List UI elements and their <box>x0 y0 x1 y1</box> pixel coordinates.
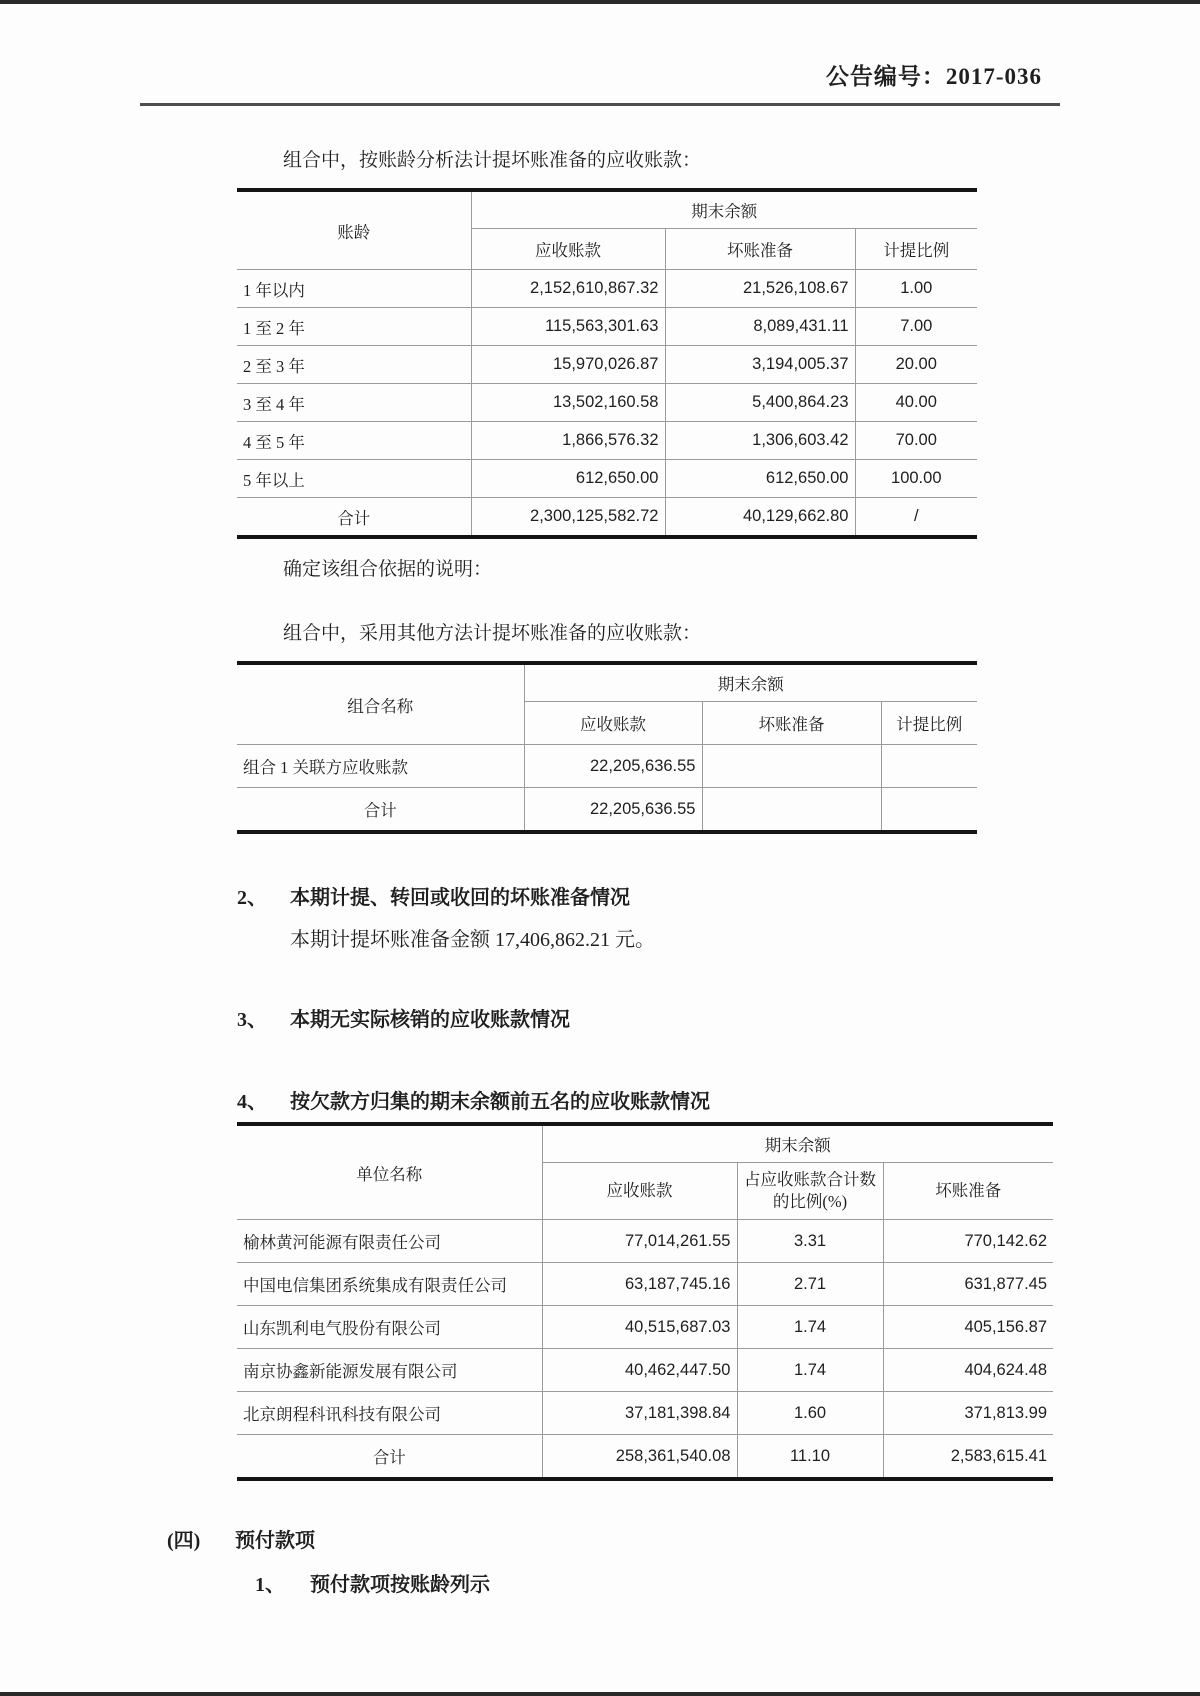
receivable-value: 15,970,026.87 <box>471 346 665 384</box>
receivable-col-header: 应收账款 <box>542 1163 737 1220</box>
section-prepayments-number: (四) <box>167 1530 201 1552</box>
aging-label: 5 年以上 <box>237 460 471 498</box>
ratio-value: 40.00 <box>855 384 977 422</box>
ratio-value: 1.00 <box>855 270 977 308</box>
receivable-value: 115,563,301.63 <box>471 308 665 346</box>
period-end-balance-header: 期末余额 <box>471 190 977 229</box>
pct-value: 1.74 <box>737 1306 883 1349</box>
provision-value: 631,877.45 <box>883 1263 1053 1306</box>
basis-note-paragraph: 确定该组合依据的说明： <box>283 559 493 580</box>
aging-label: 1 至 2 年 <box>237 308 471 346</box>
total-label: 合计 <box>237 788 524 833</box>
pct-col-header: 占应收账款合计数的比例(%) <box>737 1163 883 1220</box>
header-rule <box>140 103 1060 106</box>
aging-analysis-table <box>237 188 977 539</box>
aging-label: 2 至 3 年 <box>237 346 471 384</box>
receivable-value: 22,205,636.55 <box>524 745 702 788</box>
provision-value: 1,306,603.42 <box>665 422 855 460</box>
receivable-value: 37,181,398.84 <box>542 1392 737 1435</box>
ratio-value: 7.00 <box>855 308 977 346</box>
table-row <box>237 1263 1053 1306</box>
period-end-balance-header: 期末余额 <box>524 663 977 702</box>
provision-value: 8,089,431.11 <box>665 308 855 346</box>
ratio-value: 70.00 <box>855 422 977 460</box>
table-row <box>237 1392 1053 1435</box>
receivable-value: 77,014,261.55 <box>542 1220 737 1263</box>
aging-col-header: 账龄 <box>237 190 471 270</box>
provision-total <box>702 788 881 833</box>
pct-value: 2.71 <box>737 1263 883 1306</box>
entity-name: 中国电信集团系统集成有限责任公司 <box>237 1263 542 1306</box>
provision-value: 612,650.00 <box>665 460 855 498</box>
provision-col-header: 坏账准备 <box>665 229 855 270</box>
total-label: 合计 <box>237 498 471 538</box>
provision-value: 5,400,864.23 <box>665 384 855 422</box>
table-row <box>237 308 977 346</box>
other-method-table <box>237 661 977 834</box>
table-row <box>237 384 977 422</box>
ratio-total: / <box>913 507 919 525</box>
table-header-row <box>237 1124 1053 1163</box>
provision-value: 21,526,108.67 <box>665 270 855 308</box>
ratio-value: 20.00 <box>855 346 977 384</box>
other-method-intro-paragraph: 组合中，采用其他方法计提坏账准备的应收账款： <box>283 623 702 644</box>
entity-name: 榆林黄河能源有限责任公司 <box>237 1220 542 1263</box>
ratio-total <box>881 788 977 833</box>
provision-value <box>702 745 881 788</box>
total-row <box>237 788 977 833</box>
total-row <box>237 498 977 538</box>
table-row <box>237 1349 1053 1392</box>
table-row <box>237 270 977 308</box>
table-row <box>237 745 977 788</box>
provision-col-header: 坏账准备 <box>883 1163 1053 1220</box>
section-4-title: 按欠款方归集的期末余额前五名的应收账款情况 <box>290 1091 710 1113</box>
section-prepayments-sub-title: 预付款项按账龄列示 <box>310 1574 490 1596</box>
ratio-value: 100.00 <box>855 460 977 498</box>
pct-value: 3.31 <box>737 1220 883 1263</box>
receivable-total: 22,205,636.55 <box>524 788 702 833</box>
table-row <box>237 460 977 498</box>
pct-value: 1.74 <box>737 1349 883 1392</box>
section-3-heading <box>237 1006 1200 1034</box>
entity-name: 北京朗程科讯科技有限公司 <box>237 1392 542 1435</box>
page-edge-bottom <box>0 1692 1200 1696</box>
provision-total: 40,129,662.80 <box>665 498 855 538</box>
entity-col-header: 单位名称 <box>237 1124 542 1220</box>
receivable-value: 612,650.00 <box>471 460 665 498</box>
period-end-balance-header: 期末余额 <box>542 1124 1053 1163</box>
section-prepayments-sub-number: 1、 <box>255 1574 285 1596</box>
ratio-col-header: 计提比例 <box>881 702 977 745</box>
aging-label: 4 至 5 年 <box>237 422 471 460</box>
section-3-title: 本期无实际核销的应收账款情况 <box>290 1009 570 1031</box>
aging-label: 1 年以内 <box>237 270 471 308</box>
provision-value: 404,624.48 <box>883 1349 1053 1392</box>
section-4-number: 4、 <box>237 1091 267 1113</box>
receivable-total: 258,361,540.08 <box>542 1435 737 1480</box>
portfolio-col-header: 组合名称 <box>237 663 524 745</box>
provision-value: 770,142.62 <box>883 1220 1053 1263</box>
receivable-value: 1,866,576.32 <box>471 422 665 460</box>
pct-total: 11.10 <box>737 1435 883 1480</box>
section-3-number: 3、 <box>237 1009 267 1031</box>
provision-value: 371,813.99 <box>883 1392 1053 1435</box>
section-4-heading <box>237 1088 1200 1116</box>
aging-label: 3 至 4 年 <box>237 384 471 422</box>
entity-name: 南京协鑫新能源发展有限公司 <box>237 1349 542 1392</box>
pct-value: 1.60 <box>737 1392 883 1435</box>
top5-debtors-table <box>237 1122 1053 1481</box>
provision-col-header: 坏账准备 <box>702 702 881 745</box>
section-2-title: 本期计提、转回或收回的坏账准备情况 <box>290 887 630 909</box>
total-row <box>237 1435 1053 1480</box>
table-row <box>237 1306 1053 1349</box>
section-prepayments-heading <box>167 1527 1200 1555</box>
section-2-heading <box>237 884 1200 912</box>
provision-value: 405,156.87 <box>883 1306 1053 1349</box>
aging-intro-paragraph: 组合中，按账龄分析法计提坏账准备的应收账款： <box>283 150 702 171</box>
ratio-value <box>881 745 977 788</box>
receivable-col-header: 应收账款 <box>524 702 702 745</box>
table-row <box>237 422 977 460</box>
section-prepayments-sub-heading <box>255 1571 1200 1599</box>
provision-value: 3,194,005.37 <box>665 346 855 384</box>
section-2-body: 本期计提坏账准备金额 17,406,862.21 元。 <box>290 929 655 951</box>
page-edge-top <box>0 0 1200 4</box>
receivable-value: 13,502,160.58 <box>471 384 665 422</box>
receivable-value: 2,152,610,867.32 <box>471 270 665 308</box>
table-row <box>237 346 977 384</box>
announcement-number: 公告编号：2017-036 <box>825 64 1042 89</box>
receivable-value: 63,187,745.16 <box>542 1263 737 1306</box>
total-label: 合计 <box>237 1435 542 1480</box>
portfolio-label: 组合 1 关联方应收账款 <box>237 745 524 788</box>
receivable-value: 40,515,687.03 <box>542 1306 737 1349</box>
table-header-row <box>237 663 977 702</box>
receivable-col-header: 应收账款 <box>471 229 665 270</box>
section-prepayments-title: 预付款项 <box>235 1530 315 1552</box>
table-header-row <box>237 190 977 229</box>
ratio-col-header: 计提比例 <box>855 229 977 270</box>
section-2-number: 2、 <box>237 887 267 909</box>
entity-name: 山东凯利电气股份有限公司 <box>237 1306 542 1349</box>
receivable-total: 2,300,125,582.72 <box>471 498 665 538</box>
receivable-value: 40,462,447.50 <box>542 1349 737 1392</box>
provision-total: 2,583,615.41 <box>950 1446 1048 1465</box>
table-row <box>237 1220 1053 1263</box>
